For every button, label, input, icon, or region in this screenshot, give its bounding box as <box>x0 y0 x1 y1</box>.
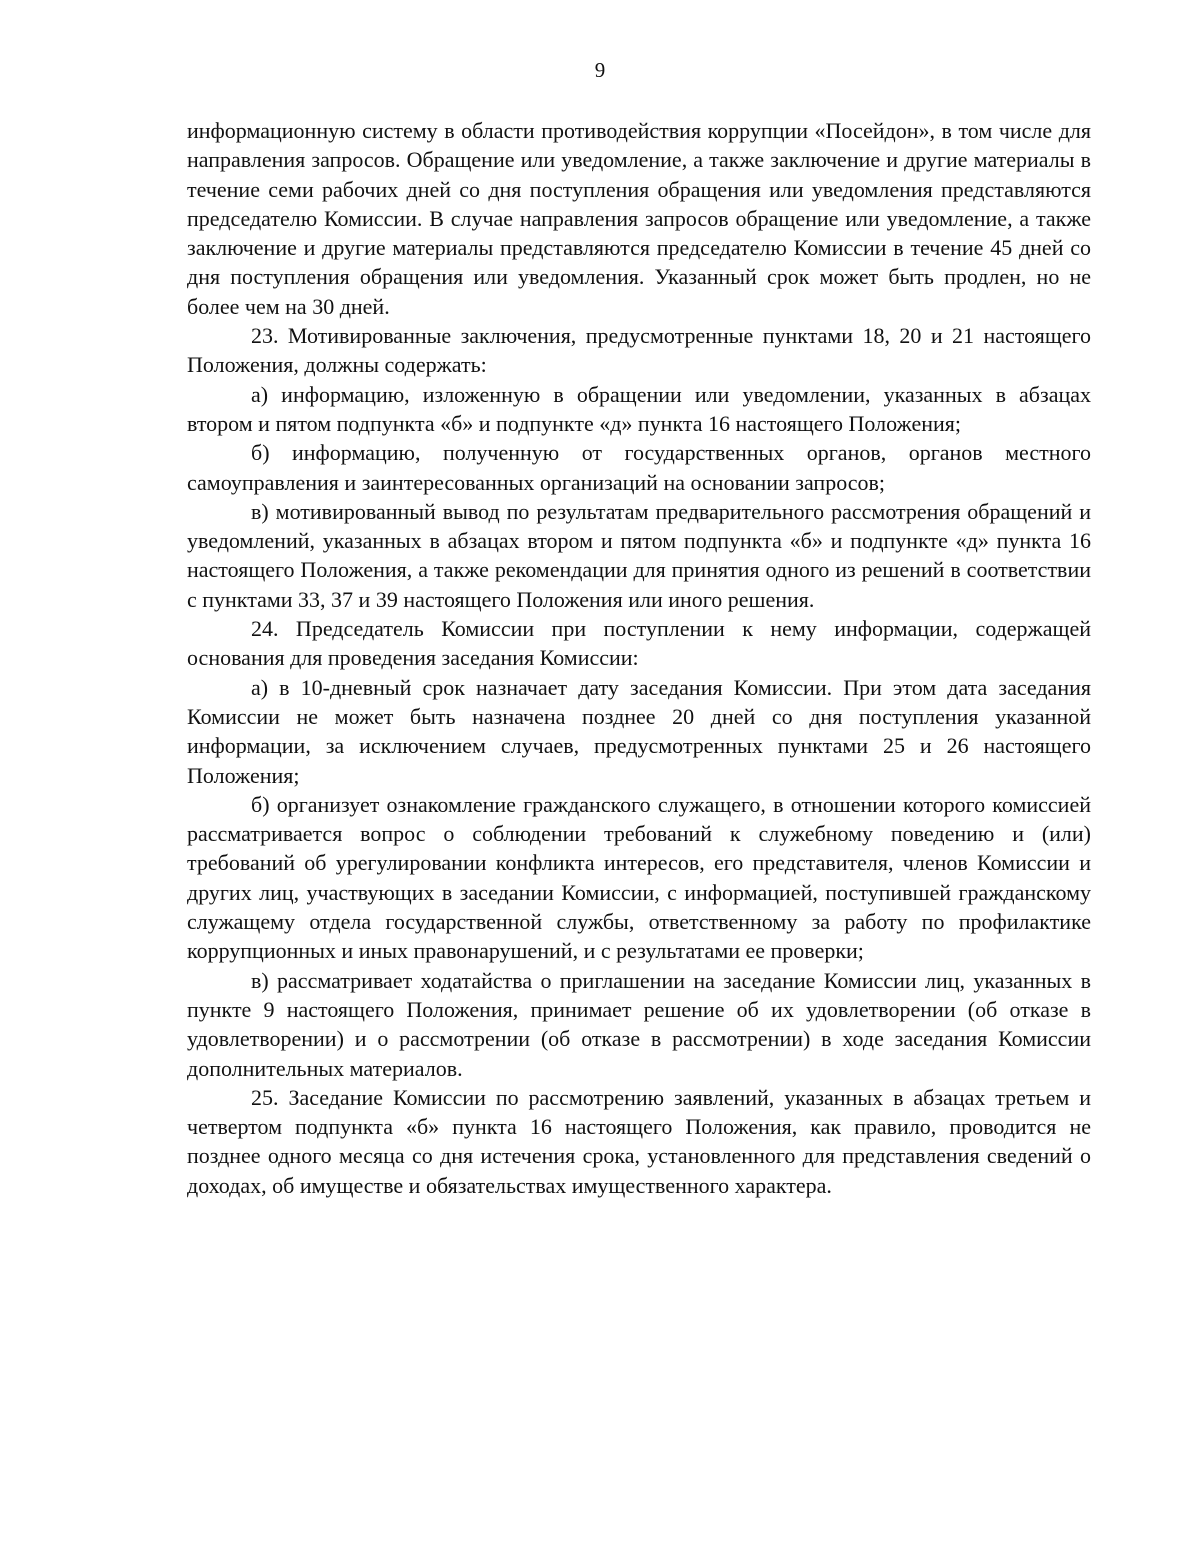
paragraph-subitem-24v: в) рассматривает ходатайства о приглашении на заседание Комиссии лиц, указанных в пункте 9 настоящего Положения, принимает решение об их удовлетворении (об отказе в удовлетворении) и о рассмотрении (об отказе в рассмотрении) в ходе заседания Комиссии дополнительных материалов. <box>187 967 1091 1081</box>
paragraph-item-25: 25. Заседание Комиссии по рассмотрению заявлений, указанных в абзацах третьем и четвертом подпункта «б» пункта 16 настоящего Положения, как правило, проводится не позднее одного месяца со дня истечения срока, установленного для представления сведений о доходах, об имуществе и обязательствах имущественного характера. <box>187 1084 1091 1198</box>
paragraph-item-23: 23. Мотивированные заключения, предусмотренные пунктами 18, 20 и 21 настоящего Положения, должны содержать: <box>187 323 1091 378</box>
paragraph-item-24: 24. Председатель Комиссии при поступлении к нему информации, содержащей основания для проведения заседания Комиссии: <box>187 616 1091 671</box>
page-number: 9 <box>594 58 606 82</box>
paragraph-subitem-23a: а) информацию, изложенную в обращении или уведомлении, указанных в абзацах втором и пятом подпункта «б» и подпункте «д» пункта 16 настоящего Положения; <box>187 381 1091 436</box>
paragraph-subitem-23v: в) мотивированный вывод по результатам предварительного рассмотрения обращений и уведомлений, указанных в абзацах втором и пятом подпункта «б» и подпункте «д» пункта 16 настоящего Положения, а также рекомендации для принятия одного из решений в соответствии с пунктами 33, 37 и 39 настоящего Положения или иного решения. <box>187 498 1091 612</box>
paragraph-subitem-24b: б) организует ознакомление гражданского служащего, в отношении которого комиссией рассматривается вопрос о соблюдении требований к служебному поведению и (или) требований об урегулировании конфликта интересов, его представителя, членов Комиссии и других лиц, участвующих в заседании Комиссии, с информацией, поступившей гражданскому служащему отдела государственной службы, ответственному за работу по профилактике коррупционных и иных правонарушений, и с результатами ее проверки; <box>187 791 1091 964</box>
paragraph-continuation: информационную систему в области противодействия коррупции «Посейдон», в том числе для направления запросов. Обращение или уведомление, а также заключение и другие материалы в течение семи рабочих дней со дня поступления обращения или уведомления представляются председателю Комиссии. В случае направления запросов обращение или уведомление, а также заключение и другие материалы представляются председателю Комиссии в течение 45 дней со дня поступления обращения или уведомления. Указанный срок может быть продлен, но не более чем на 30 дней. <box>187 118 1091 319</box>
paragraph-subitem-23b: б) информацию, полученную от государственных органов, органов местного самоуправления и заинтересованных организаций на основании запросов; <box>187 440 1091 495</box>
document-body <box>187 116 1091 1200</box>
paragraph-subitem-24a: а) в 10-дневный срок назначает дату заседания Комиссии. При этом дата заседания Комиссии не может быть назначена позднее 20 дней со дня поступления указанной информации, за исключением случаев, предусмотренных пунктами 25 и 26 настоящего Положения; <box>187 674 1091 788</box>
